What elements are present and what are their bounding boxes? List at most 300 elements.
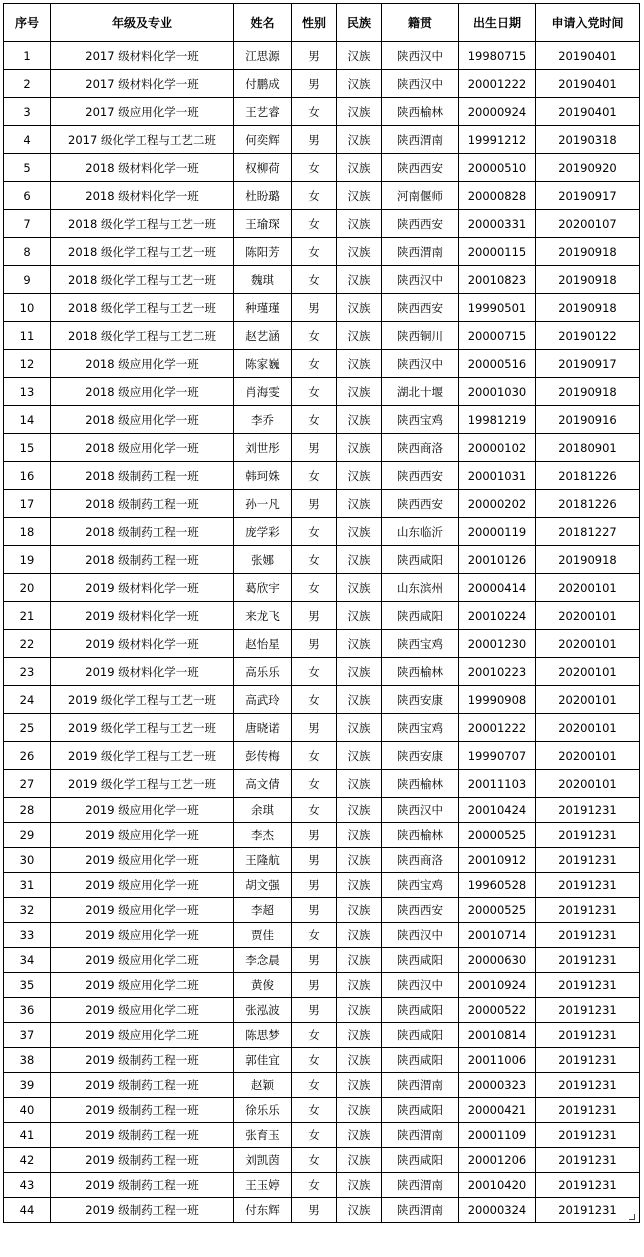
cell-gender: 男 xyxy=(292,973,337,998)
cell-native-place: 陕西渭南 xyxy=(382,126,459,154)
cell-index: 33 xyxy=(4,923,51,948)
cell-application-date: 20200101 xyxy=(536,574,640,602)
cell-ethnicity: 汉族 xyxy=(337,823,382,848)
cell-native-place: 陕西渭南 xyxy=(382,1073,459,1098)
cell-gender: 女 xyxy=(292,322,337,350)
table-row xyxy=(4,714,640,742)
cell-grade-major: 2018 级制药工程一班 xyxy=(51,462,234,490)
cell-native-place: 陕西铜川 xyxy=(382,322,459,350)
cell-native-place: 湖北十堰 xyxy=(382,378,459,406)
cell-native-place: 陕西商洛 xyxy=(382,434,459,462)
cell-gender: 女 xyxy=(292,238,337,266)
cell-gender: 女 xyxy=(292,378,337,406)
cell-index: 4 xyxy=(4,126,51,154)
table-row xyxy=(4,210,640,238)
cell-grade-major: 2019 级材料化学一班 xyxy=(51,658,234,686)
cell-birth-date: 20001206 xyxy=(459,1148,536,1173)
table-row xyxy=(4,742,640,770)
cell-grade-major: 2019 级应用化学一班 xyxy=(51,923,234,948)
cell-birth-date: 19960528 xyxy=(459,873,536,898)
cell-ethnicity: 汉族 xyxy=(337,378,382,406)
cell-gender: 男 xyxy=(292,998,337,1023)
cell-index: 14 xyxy=(4,406,51,434)
cell-grade-major: 2018 级制药工程一班 xyxy=(51,490,234,518)
cell-gender: 女 xyxy=(292,1173,337,1198)
cell-birth-date: 19991212 xyxy=(459,126,536,154)
cell-index: 34 xyxy=(4,948,51,973)
cell-birth-date: 20001031 xyxy=(459,462,536,490)
cell-application-date: 20200101 xyxy=(536,770,640,798)
cell-grade-major: 2018 级化学工程与工艺一班 xyxy=(51,238,234,266)
cell-ethnicity: 汉族 xyxy=(337,546,382,574)
cell-birth-date: 20001230 xyxy=(459,630,536,658)
cell-index: 36 xyxy=(4,998,51,1023)
cell-ethnicity: 汉族 xyxy=(337,898,382,923)
table-row xyxy=(4,686,640,714)
cell-gender: 女 xyxy=(292,1073,337,1098)
cell-index: 16 xyxy=(4,462,51,490)
cell-native-place: 陕西商洛 xyxy=(382,848,459,873)
cell-application-date: 20200101 xyxy=(536,630,640,658)
cell-application-date: 20191231 xyxy=(536,1048,640,1073)
cell-ethnicity: 汉族 xyxy=(337,406,382,434)
cell-birth-date: 19990707 xyxy=(459,742,536,770)
cell-ethnicity: 汉族 xyxy=(337,742,382,770)
cell-gender: 女 xyxy=(292,574,337,602)
cell-application-date: 20190401 xyxy=(536,98,640,126)
cell-birth-date: 20011103 xyxy=(459,770,536,798)
cell-native-place: 陕西汉中 xyxy=(382,350,459,378)
cell-gender: 男 xyxy=(292,490,337,518)
cell-application-date: 20190401 xyxy=(536,70,640,98)
table-row xyxy=(4,98,640,126)
cell-name: 黄俊 xyxy=(234,973,292,998)
cell-birth-date: 20010224 xyxy=(459,602,536,630)
cell-native-place: 山东滨州 xyxy=(382,574,459,602)
cell-gender: 男 xyxy=(292,294,337,322)
cell-ethnicity: 汉族 xyxy=(337,434,382,462)
cell-grade-major: 2017 级材料化学一班 xyxy=(51,70,234,98)
cell-ethnicity: 汉族 xyxy=(337,658,382,686)
cell-index: 26 xyxy=(4,742,51,770)
cell-ethnicity: 汉族 xyxy=(337,923,382,948)
cell-grade-major: 2018 级材料化学一班 xyxy=(51,182,234,210)
cell-grade-major: 2019 级制药工程一班 xyxy=(51,1198,234,1223)
cell-ethnicity: 汉族 xyxy=(337,238,382,266)
cell-birth-date: 20000414 xyxy=(459,574,536,602)
cell-grade-major: 2019 级制药工程一班 xyxy=(51,1148,234,1173)
cell-application-date: 20191231 xyxy=(536,973,640,998)
cell-application-date: 20190917 xyxy=(536,350,640,378)
cell-index: 30 xyxy=(4,848,51,873)
cell-application-date: 20191231 xyxy=(536,873,640,898)
cell-grade-major: 2019 级化学工程与工艺一班 xyxy=(51,714,234,742)
cell-gender: 女 xyxy=(292,798,337,823)
cell-native-place: 陕西西安 xyxy=(382,490,459,518)
cell-index: 23 xyxy=(4,658,51,686)
table-row xyxy=(4,1173,640,1198)
cell-application-date: 20191231 xyxy=(536,1023,640,1048)
cell-birth-date: 20000924 xyxy=(459,98,536,126)
cell-index: 28 xyxy=(4,798,51,823)
cell-index: 20 xyxy=(4,574,51,602)
cell-name: 李乔 xyxy=(234,406,292,434)
cell-native-place: 河南偃师 xyxy=(382,182,459,210)
cell-grade-major: 2018 级应用化学一班 xyxy=(51,434,234,462)
table-row xyxy=(4,1073,640,1098)
cell-application-date: 20191231 xyxy=(536,798,640,823)
cell-birth-date: 20000522 xyxy=(459,998,536,1023)
table-row xyxy=(4,518,640,546)
cell-gender: 男 xyxy=(292,1198,337,1223)
table-row xyxy=(4,546,640,574)
cell-native-place: 陕西汉中 xyxy=(382,973,459,998)
cell-application-date: 20191231 xyxy=(536,1173,640,1198)
cell-gender: 女 xyxy=(292,546,337,574)
cell-application-date: 20190918 xyxy=(536,294,640,322)
cell-birth-date: 19990501 xyxy=(459,294,536,322)
cell-birth-date: 20000828 xyxy=(459,182,536,210)
cell-application-date: 20200107 xyxy=(536,210,640,238)
cell-native-place: 陕西咸阳 xyxy=(382,602,459,630)
cell-native-place: 陕西汉中 xyxy=(382,798,459,823)
table-row xyxy=(4,266,640,294)
cell-index: 13 xyxy=(4,378,51,406)
cell-name: 王隆航 xyxy=(234,848,292,873)
corner-mark xyxy=(629,1214,635,1220)
cell-application-date: 20181226 xyxy=(536,462,640,490)
table-row xyxy=(4,602,640,630)
cell-name: 权柳荷 xyxy=(234,154,292,182)
cell-gender: 男 xyxy=(292,873,337,898)
cell-grade-major: 2019 级应用化学一班 xyxy=(51,873,234,898)
cell-native-place: 陕西渭南 xyxy=(382,1123,459,1148)
cell-name: 刘世彤 xyxy=(234,434,292,462)
cell-native-place: 陕西榆林 xyxy=(382,770,459,798)
table-row xyxy=(4,322,640,350)
cell-ethnicity: 汉族 xyxy=(337,322,382,350)
cell-application-date: 20191231 xyxy=(536,898,640,923)
cell-birth-date: 20000510 xyxy=(459,154,536,182)
table-row xyxy=(4,238,640,266)
table-row xyxy=(4,1023,640,1048)
table-row xyxy=(4,630,640,658)
cell-name: 唐晓诺 xyxy=(234,714,292,742)
table-row xyxy=(4,350,640,378)
cell-birth-date: 20010714 xyxy=(459,923,536,948)
cell-application-date: 20190122 xyxy=(536,322,640,350)
cell-gender: 女 xyxy=(292,182,337,210)
cell-application-date: 20190918 xyxy=(536,238,640,266)
cell-name: 张娜 xyxy=(234,546,292,574)
table-row xyxy=(4,434,640,462)
cell-ethnicity: 汉族 xyxy=(337,210,382,238)
cell-grade-major: 2018 级化学工程与工艺二班 xyxy=(51,322,234,350)
cell-birth-date: 20000516 xyxy=(459,350,536,378)
cell-application-date: 20200101 xyxy=(536,602,640,630)
cell-name: 种瑾瑾 xyxy=(234,294,292,322)
cell-grade-major: 2019 级应用化学一班 xyxy=(51,898,234,923)
cell-ethnicity: 汉族 xyxy=(337,154,382,182)
cell-gender: 男 xyxy=(292,602,337,630)
cell-ethnicity: 汉族 xyxy=(337,350,382,378)
cell-index: 3 xyxy=(4,98,51,126)
cell-name: 付东辉 xyxy=(234,1198,292,1223)
applicant-table xyxy=(3,3,640,1223)
table-row xyxy=(4,1198,640,1223)
cell-birth-date: 20010814 xyxy=(459,1023,536,1048)
cell-native-place: 陕西渭南 xyxy=(382,238,459,266)
cell-name: 韩珂姝 xyxy=(234,462,292,490)
table-row xyxy=(4,798,640,823)
cell-native-place: 陕西咸阳 xyxy=(382,1023,459,1048)
cell-birth-date: 20000525 xyxy=(459,823,536,848)
cell-name: 张育玉 xyxy=(234,1123,292,1148)
cell-grade-major: 2018 级化学工程与工艺一班 xyxy=(51,210,234,238)
table-row xyxy=(4,42,640,70)
cell-index: 32 xyxy=(4,898,51,923)
cell-name: 贾佳 xyxy=(234,923,292,948)
cell-index: 27 xyxy=(4,770,51,798)
header-name: 姓名 xyxy=(234,4,292,42)
cell-grade-major: 2017 级应用化学一班 xyxy=(51,98,234,126)
table-body xyxy=(4,42,640,1223)
cell-native-place: 陕西西安 xyxy=(382,898,459,923)
cell-native-place: 陕西西安 xyxy=(382,154,459,182)
cell-native-place: 陕西榆林 xyxy=(382,658,459,686)
cell-birth-date: 20000331 xyxy=(459,210,536,238)
cell-name: 陈思梦 xyxy=(234,1023,292,1048)
cell-application-date: 20191231 xyxy=(536,1198,640,1223)
cell-birth-date: 19981219 xyxy=(459,406,536,434)
header-index: 序号 xyxy=(4,4,51,42)
cell-name: 高文倩 xyxy=(234,770,292,798)
cell-ethnicity: 汉族 xyxy=(337,873,382,898)
cell-gender: 女 xyxy=(292,923,337,948)
cell-ethnicity: 汉族 xyxy=(337,574,382,602)
cell-application-date: 20190920 xyxy=(536,154,640,182)
cell-name: 肖海雯 xyxy=(234,378,292,406)
cell-grade-major: 2019 级应用化学二班 xyxy=(51,948,234,973)
table-row xyxy=(4,658,640,686)
cell-native-place: 陕西咸阳 xyxy=(382,546,459,574)
cell-gender: 女 xyxy=(292,462,337,490)
cell-gender: 女 xyxy=(292,1123,337,1148)
cell-ethnicity: 汉族 xyxy=(337,602,382,630)
cell-grade-major: 2019 级化学工程与工艺一班 xyxy=(51,686,234,714)
header-ethnicity: 民族 xyxy=(337,4,382,42)
cell-application-date: 20191231 xyxy=(536,1148,640,1173)
cell-gender: 男 xyxy=(292,42,337,70)
cell-grade-major: 2019 级制药工程一班 xyxy=(51,1173,234,1198)
cell-name: 赵怡星 xyxy=(234,630,292,658)
cell-index: 21 xyxy=(4,602,51,630)
cell-name: 魏琪 xyxy=(234,266,292,294)
cell-ethnicity: 汉族 xyxy=(337,973,382,998)
cell-name: 来龙飞 xyxy=(234,602,292,630)
header-grade-major: 年级及专业 xyxy=(51,4,234,42)
cell-gender: 男 xyxy=(292,126,337,154)
cell-birth-date: 20010126 xyxy=(459,546,536,574)
cell-gender: 男 xyxy=(292,948,337,973)
header-gender: 性别 xyxy=(292,4,337,42)
cell-index: 8 xyxy=(4,238,51,266)
cell-name: 胡文强 xyxy=(234,873,292,898)
cell-ethnicity: 汉族 xyxy=(337,686,382,714)
cell-index: 5 xyxy=(4,154,51,182)
cell-ethnicity: 汉族 xyxy=(337,462,382,490)
cell-grade-major: 2019 级制药工程一班 xyxy=(51,1123,234,1148)
cell-name: 郭佳宜 xyxy=(234,1048,292,1073)
cell-application-date: 20200101 xyxy=(536,714,640,742)
cell-application-date: 20200101 xyxy=(536,658,640,686)
cell-gender: 女 xyxy=(292,1098,337,1123)
cell-native-place: 陕西咸阳 xyxy=(382,998,459,1023)
cell-index: 19 xyxy=(4,546,51,574)
table-row xyxy=(4,378,640,406)
cell-ethnicity: 汉族 xyxy=(337,948,382,973)
cell-native-place: 陕西榆林 xyxy=(382,98,459,126)
cell-index: 31 xyxy=(4,873,51,898)
cell-birth-date: 20010823 xyxy=(459,266,536,294)
cell-native-place: 陕西渭南 xyxy=(382,1198,459,1223)
cell-grade-major: 2019 级应用化学一班 xyxy=(51,798,234,823)
cell-grade-major: 2019 级制药工程一班 xyxy=(51,1073,234,1098)
cell-ethnicity: 汉族 xyxy=(337,1023,382,1048)
cell-name: 高武玲 xyxy=(234,686,292,714)
cell-application-date: 20191231 xyxy=(536,948,640,973)
cell-ethnicity: 汉族 xyxy=(337,294,382,322)
cell-birth-date: 20000115 xyxy=(459,238,536,266)
cell-ethnicity: 汉族 xyxy=(337,1198,382,1223)
cell-name: 李杰 xyxy=(234,823,292,848)
cell-ethnicity: 汉族 xyxy=(337,848,382,873)
cell-gender: 女 xyxy=(292,266,337,294)
cell-application-date: 20181226 xyxy=(536,490,640,518)
table-row xyxy=(4,1048,640,1073)
cell-application-date: 20190916 xyxy=(536,406,640,434)
cell-gender: 男 xyxy=(292,848,337,873)
cell-native-place: 陕西汉中 xyxy=(382,42,459,70)
cell-index: 1 xyxy=(4,42,51,70)
cell-name: 杜盼璐 xyxy=(234,182,292,210)
cell-index: 43 xyxy=(4,1173,51,1198)
cell-birth-date: 20001109 xyxy=(459,1123,536,1148)
cell-native-place: 陕西安康 xyxy=(382,742,459,770)
cell-gender: 男 xyxy=(292,898,337,923)
cell-name: 徐乐乐 xyxy=(234,1098,292,1123)
cell-native-place: 陕西西安 xyxy=(382,462,459,490)
cell-ethnicity: 汉族 xyxy=(337,126,382,154)
cell-grade-major: 2018 级应用化学一班 xyxy=(51,350,234,378)
cell-grade-major: 2019 级应用化学一班 xyxy=(51,823,234,848)
cell-grade-major: 2018 级化学工程与工艺一班 xyxy=(51,266,234,294)
cell-application-date: 20190918 xyxy=(536,378,640,406)
cell-index: 40 xyxy=(4,1098,51,1123)
cell-index: 44 xyxy=(4,1198,51,1223)
cell-index: 18 xyxy=(4,518,51,546)
table-row xyxy=(4,898,640,923)
table-row xyxy=(4,823,640,848)
cell-name: 李超 xyxy=(234,898,292,923)
cell-index: 7 xyxy=(4,210,51,238)
cell-application-date: 20190318 xyxy=(536,126,640,154)
cell-index: 9 xyxy=(4,266,51,294)
cell-index: 15 xyxy=(4,434,51,462)
cell-native-place: 陕西汉中 xyxy=(382,70,459,98)
cell-grade-major: 2019 级化学工程与工艺一班 xyxy=(51,742,234,770)
cell-name: 江思源 xyxy=(234,42,292,70)
table-row xyxy=(4,873,640,898)
cell-index: 10 xyxy=(4,294,51,322)
cell-application-date: 20191231 xyxy=(536,848,640,873)
cell-gender: 女 xyxy=(292,406,337,434)
cell-name: 庞学彩 xyxy=(234,518,292,546)
cell-grade-major: 2018 级应用化学一班 xyxy=(51,378,234,406)
cell-native-place: 陕西汉中 xyxy=(382,266,459,294)
cell-ethnicity: 汉族 xyxy=(337,42,382,70)
cell-gender: 女 xyxy=(292,154,337,182)
cell-birth-date: 20010924 xyxy=(459,973,536,998)
cell-name: 余琪 xyxy=(234,798,292,823)
cell-application-date: 20191231 xyxy=(536,823,640,848)
cell-ethnicity: 汉族 xyxy=(337,70,382,98)
table-row xyxy=(4,126,640,154)
cell-index: 29 xyxy=(4,823,51,848)
cell-application-date: 20191231 xyxy=(536,1123,640,1148)
cell-birth-date: 20010912 xyxy=(459,848,536,873)
cell-native-place: 陕西安康 xyxy=(382,686,459,714)
cell-grade-major: 2018 级化学工程与工艺一班 xyxy=(51,294,234,322)
cell-birth-date: 20000715 xyxy=(459,322,536,350)
cell-gender: 女 xyxy=(292,686,337,714)
header-application-date: 申请入党时间 xyxy=(536,4,640,42)
cell-birth-date: 20001222 xyxy=(459,714,536,742)
cell-native-place: 陕西西安 xyxy=(382,210,459,238)
cell-index: 22 xyxy=(4,630,51,658)
cell-birth-date: 20000421 xyxy=(459,1098,536,1123)
cell-native-place: 陕西宝鸡 xyxy=(382,714,459,742)
cell-gender: 女 xyxy=(292,1023,337,1048)
cell-ethnicity: 汉族 xyxy=(337,1173,382,1198)
cell-grade-major: 2017 级材料化学一班 xyxy=(51,42,234,70)
cell-application-date: 20181227 xyxy=(536,518,640,546)
cell-ethnicity: 汉族 xyxy=(337,770,382,798)
cell-name: 高乐乐 xyxy=(234,658,292,686)
cell-name: 赵颖 xyxy=(234,1073,292,1098)
cell-ethnicity: 汉族 xyxy=(337,998,382,1023)
table-row xyxy=(4,574,640,602)
cell-gender: 女 xyxy=(292,742,337,770)
cell-application-date: 20191231 xyxy=(536,998,640,1023)
cell-birth-date: 20000324 xyxy=(459,1198,536,1223)
cell-application-date: 20191231 xyxy=(536,1098,640,1123)
cell-index: 11 xyxy=(4,322,51,350)
cell-application-date: 20190917 xyxy=(536,182,640,210)
cell-gender: 男 xyxy=(292,70,337,98)
cell-native-place: 陕西宝鸡 xyxy=(382,873,459,898)
cell-name: 张泓波 xyxy=(234,998,292,1023)
cell-name: 李念晨 xyxy=(234,948,292,973)
cell-ethnicity: 汉族 xyxy=(337,798,382,823)
cell-grade-major: 2019 级制药工程一班 xyxy=(51,1048,234,1073)
cell-ethnicity: 汉族 xyxy=(337,518,382,546)
cell-index: 25 xyxy=(4,714,51,742)
cell-grade-major: 2019 级化学工程与工艺一班 xyxy=(51,770,234,798)
cell-birth-date: 20000525 xyxy=(459,898,536,923)
cell-index: 37 xyxy=(4,1023,51,1048)
cell-application-date: 20190401 xyxy=(536,42,640,70)
